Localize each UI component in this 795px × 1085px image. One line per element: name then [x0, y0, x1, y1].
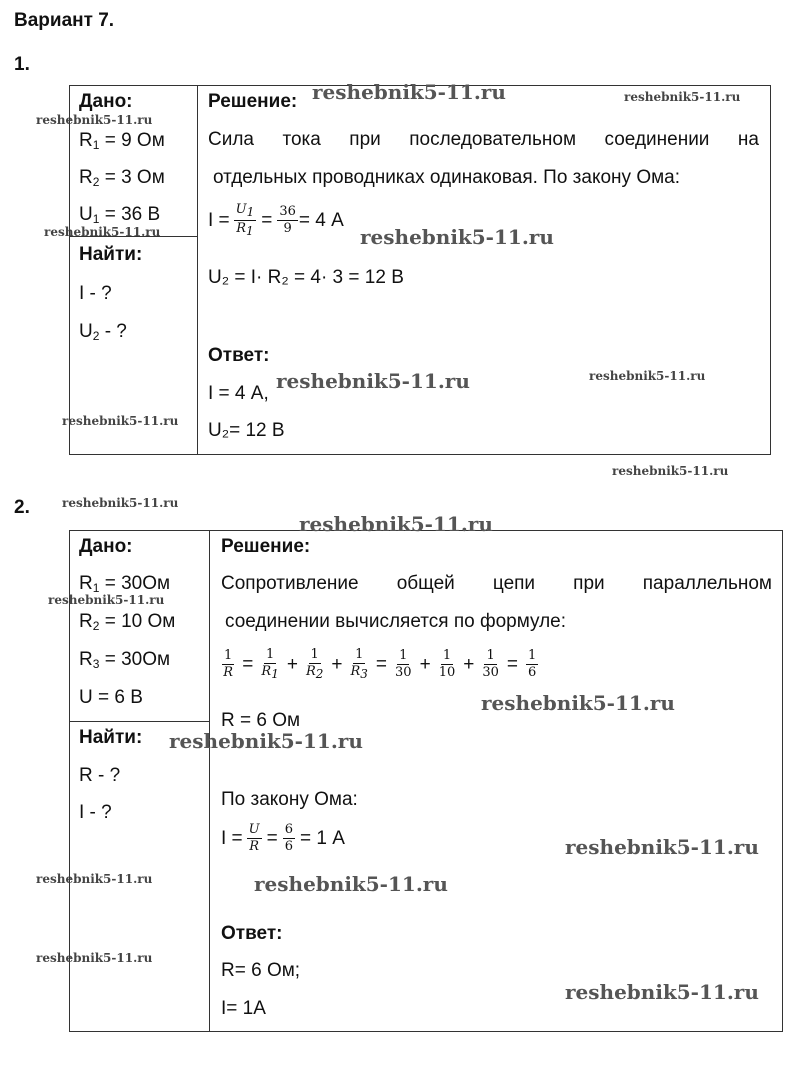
task1-formula-current: I = $\frac{U_1}{R_1}$ = $\frac{36}{9}$ = 4 А: [208, 202, 344, 238]
watermark: reshebnik5-11.ru: [612, 464, 729, 478]
task2-text-line2: соединении вычисляется по формуле:: [225, 611, 567, 632]
task2-find-r: R - ?: [79, 765, 121, 786]
formula-fraction: $\frac{1}{30}$: [395, 647, 412, 680]
task2-ohm-label: По закону Ома:: [221, 789, 358, 810]
task2-given-r2: $R_2 = 10$ Ом: [79, 611, 176, 633]
watermark: reshebnik5-11.ru: [36, 872, 153, 886]
task1-answer-label: Ответ:: [208, 345, 270, 366]
watermark: reshebnik5-11.ru: [624, 90, 741, 104]
task2-formula-resistance: [221, 648, 539, 680]
formula-operator: =: [506, 653, 518, 675]
formula-fraction: $\frac{1}{R_1}$: [261, 647, 279, 681]
task1-column-divider: [197, 85, 198, 455]
watermark: reshebnik5-11.ru: [565, 980, 759, 1004]
formula-fraction: $\frac{1}{6}$: [528, 647, 537, 680]
task2-solution-label: Решение:: [221, 536, 311, 557]
formula-fraction: $\frac{1}{R}$: [223, 647, 234, 680]
task2-column-divider: [209, 530, 210, 1032]
watermark: reshebnik5-11.ru: [44, 225, 161, 239]
formula-fraction: $\frac{1}{10}$: [438, 647, 456, 680]
watermark: reshebnik5-11.ru: [312, 80, 506, 104]
formula-fraction: $\frac{1}{R_2}$: [305, 647, 324, 681]
task1-answer-current: I = 4 А,: [208, 383, 269, 404]
task1-answer-voltage: U₂= 12 В: [208, 420, 285, 441]
watermark: reshebnik5-11.ru: [169, 729, 363, 753]
watermark: reshebnik5-11.ru: [481, 691, 675, 715]
task1-text-line2: отдельных проводниках одинаковая. По закону Ома:: [213, 167, 681, 188]
task2-given-r3: $R_3 = 30Ом$: [79, 649, 171, 671]
watermark: reshebnik5-11.ru: [360, 225, 554, 249]
task1-given-r2: $R_2 = 3$ Ом: [79, 167, 165, 189]
formula-operator: =: [242, 653, 254, 675]
watermark: reshebnik5-11.ru: [589, 369, 706, 383]
task1-formula-u2: U₂ = I· R₂ = 4· 3 = 12 В: [208, 267, 404, 288]
watermark: reshebnik5-11.ru: [36, 113, 153, 127]
task1-number: 1.: [14, 54, 30, 75]
task1-find-i: I - ?: [79, 283, 112, 304]
task2-number: 2.: [14, 497, 30, 518]
task2-given-divider: [69, 721, 210, 722]
task2-given-r1: $R_1 = 30Ом$: [79, 573, 171, 595]
watermark: reshebnik5-11.ru: [276, 369, 470, 393]
task2-answer-label: Ответ:: [221, 923, 283, 944]
task1-given-label: Дано:: [79, 91, 133, 112]
watermark: reshebnik5-11.ru: [299, 512, 493, 536]
task1-solution-label: Решение:: [208, 91, 298, 112]
task2-given-label: Дано:: [79, 536, 133, 557]
task2-find-i: I - ?: [79, 802, 112, 823]
task2-answer-current: I= 1А: [221, 998, 266, 1019]
task2-table: [69, 530, 783, 1032]
formula-fraction: $\frac{1}{30}$: [482, 647, 499, 680]
task2-given-u: U = 6 В: [79, 687, 143, 708]
watermark: reshebnik5-11.ru: [62, 496, 179, 510]
task2-answer-resistance: R= 6 Ом;: [221, 960, 301, 981]
task2-text-line1: Сопротивление общей цепи при параллельном: [221, 573, 772, 594]
task1-find-label: Найти:: [79, 244, 143, 265]
task1-find-u2: $U_2$ - ?: [79, 321, 127, 343]
task1-given-r1: $R_1 = 9$ Ом: [79, 130, 165, 152]
formula-fraction: $\frac{1}{R_3}$: [350, 647, 368, 681]
task2-result-resistance: R = 6 Ом: [221, 710, 301, 731]
watermark: reshebnik5-11.ru: [36, 951, 153, 965]
task2-find-label: Найти:: [79, 727, 143, 748]
watermark: reshebnik5-11.ru: [565, 835, 759, 859]
task2-formula-current: I = $\frac{U}{R}$ = $\frac{6}{6}$ = 1 А: [221, 822, 345, 854]
task1-given-u1: $U_1 = 36$ В: [79, 204, 161, 226]
task1-text-line1: Сила тока при последовательном соединении на: [208, 129, 759, 150]
watermark: reshebnik5-11.ru: [254, 872, 448, 896]
page-title: Вариант 7.: [14, 10, 115, 31]
formula-operator: +: [419, 653, 431, 675]
formula-operator: +: [286, 653, 298, 675]
formula-operator: +: [463, 653, 475, 675]
formula-operator: +: [331, 653, 343, 675]
formula-operator: =: [375, 653, 388, 675]
watermark: reshebnik5-11.ru: [62, 414, 179, 428]
watermark: reshebnik5-11.ru: [48, 593, 165, 607]
